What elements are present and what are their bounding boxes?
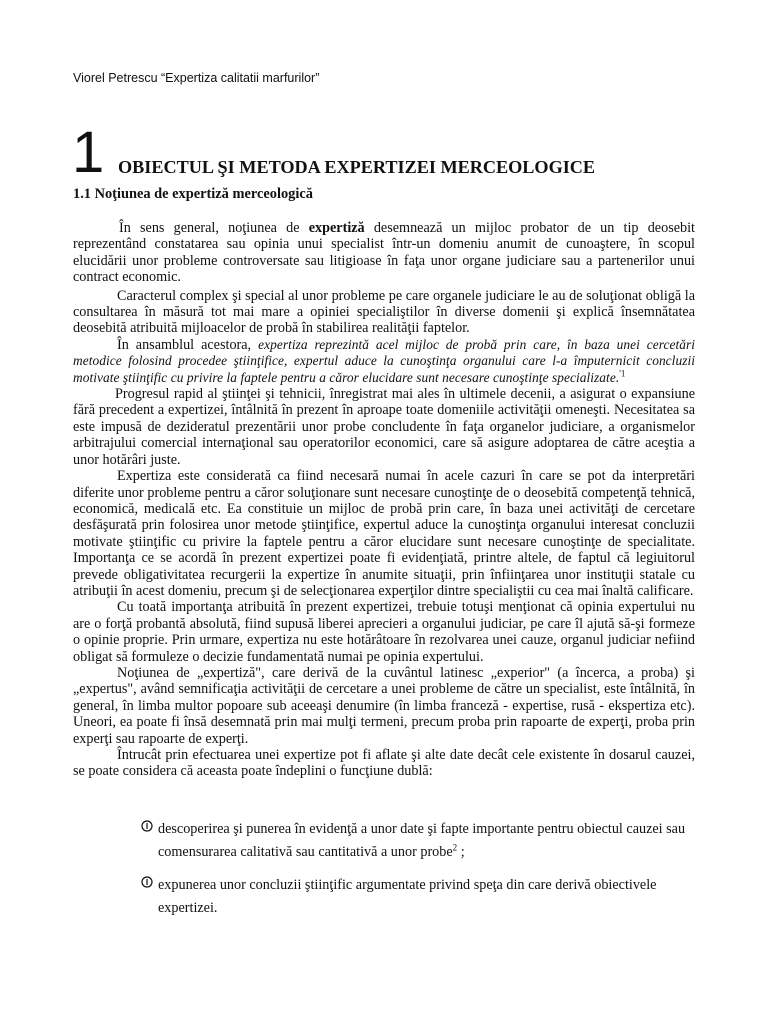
paragraph-6: Cu toată importanţa atribuită în prezent expertizei, trebuie totuşi menţionat că opinia expertului nu are o forţă probantă absolută, fiind supusă liberei aprecieri a organului judiciar, pe care îl ajută să-şi formeze o opinie proprie. Prin urmare, expertiza nu este hotărâtoare în rezolvarea unei cauze, organul judiciar nefiind obligat să formuleze o decizie fundamentată numai pe opinia expertului. [73,599,695,665]
chapter-number: 1 [72,120,105,185]
paragraph-1-bold-term: expertiză [308,220,365,236]
paragraph-3 [73,337,695,386]
section-title: 1.1 Noţiunea de expertiză merceologică [73,186,313,202]
circle-dot-icon [140,819,154,833]
paragraph-2: Caracterul complex şi special al unor probleme pe care organele judiciare le au de soluţionat obligă la consultarea în măsură tot mai mare a opiniei specialiştilor în diverse domenii şi explică însemnătatea deosebită atribuită mijloacelor de probă în stabilirea realităţii faptelor. [73,287,695,337]
list-item [140,818,696,864]
paragraph-3-quote: expertiza reprezintă acel mijloc de probă prin care, în baza unei cercetări metodice folosind procedee ştiinţifice, expertul aduce la cunoştinţa organului care l-a împuternicit concluzii motivate ştiinţific cu privire la faptele pentru a căror elucidare sunt necesare cunoştinţe specializate. [73,336,696,385]
paragraph-4: Progresul rapid al ştiinţei şi tehnicii, înregistrat mai ales în ultimele decenii, a asigurat o expansiune fără precedent a expertizei, întâlnită în prezent în aproape toate domeniile activităţii omeneşti. Necesitatea sa este impusă de dezideratul prezentării unor probe concludente în faţa organelor judiciare, a organismelor arbitrajului comercial internaţional sau operatorilor economici, care să asigure adoptarea de către aceştia a unor hotărâri juste. [73,386,695,468]
paragraph-1-text-a: În sens general, noţiunea de [119,220,309,236]
list-item-text [158,818,696,864]
list-item-1-end: ; [457,844,465,860]
footnote-ref-2: 2 [452,842,458,853]
list-item [140,874,696,920]
body-text [73,220,695,780]
running-header: Viorel Petrescu “Expertiza calitatii marfurilor” [73,71,320,85]
paragraph-8: Întrucât prin efectuarea unei expertize pot fi aflate şi alte date decât cele existente în dosarul cauzei, se poate considera că aceasta poate îndeplini o funcţiune dublă: [73,747,695,780]
paragraph-1 [73,220,695,286]
paragraph-5: Expertiza este considerată ca fiind necesară numai în acele cazuri în care se pot da interpretări diferite unor probleme pentru a căror soluţionare sunt necesare cunoştinţe de o deosebită competenţă tehnică, economică, medicală etc. Ea constituie un mijloc de probă prin care, în baza unei activităţi de cercetare desfăşurată prin folosirea unor metode ştiinţifice, expertul aduce la cunoştinţa organului interesat concluzii motivate ştiinţific cu privire la faptele pentru a căror elucidare sunt necesare cunoştinţe de specialitate. Importanţa ce se acordă în prezent expertizei poate fi evidenţiată, printre altele, de faptul că legiuitorul prevede obligativitatea recurgerii la expertize în anumite situaţii, prin înfiinţarea unor instituţii statale cu atribuţii în acest domeniu, precum şi de selecţionarea experţilor dintre specialiştii cu cea mai înaltă calificare. [73,468,695,599]
list-item-1-text: descoperirea şi punerea în evidenţă a unor date şi fapte importante pentru obiectul cauzei sau comensurarea calitativă sau cantitativă a unor probe [158,821,686,860]
paragraph-3-text: În ansamblul acestora, [117,336,259,353]
chapter-title: OBIECTUL ŞI METODA EXPERTIZEI MERCEOLOGICE [118,157,596,177]
list-item-text: expunerea unor concluzii ştiinţific argumentate privind speţa din care derivă obiectivele expertizei. [158,877,657,916]
paragraph-1-text-b: desemnează un mijloc probator de un tip deosebit reprezentând constatarea sau opinia unui specialist într-un domeniu anumit de cunoaştere, în scopul elucidării unor probleme controversate sau litigioase în faţa unor organe judiciare sau a partenerilor unui contract economic. [73,220,695,286]
footnote-ref-1: '1 [619,367,626,378]
paragraph-7: Noţiunea de „expertiză", care derivă de la cuvântul latinesc „experior" (a încerca, a proba) şi „expertus", având semnificaţia activităţii de cercetare a unei probleme de către un specialist, este întâlnită, în general, în limba multor popoare sub aceeaşi denumire (în limba franceză - expertise, rusă - ekspertiza etc). Uneori, ea poate fi însă desemnată prin mai mulţi termeni, precum proba prin rapoarte de experţi, proba prin experţi sau rapoarte de experţi. [73,664,695,747]
circle-dot-icon [140,875,154,889]
